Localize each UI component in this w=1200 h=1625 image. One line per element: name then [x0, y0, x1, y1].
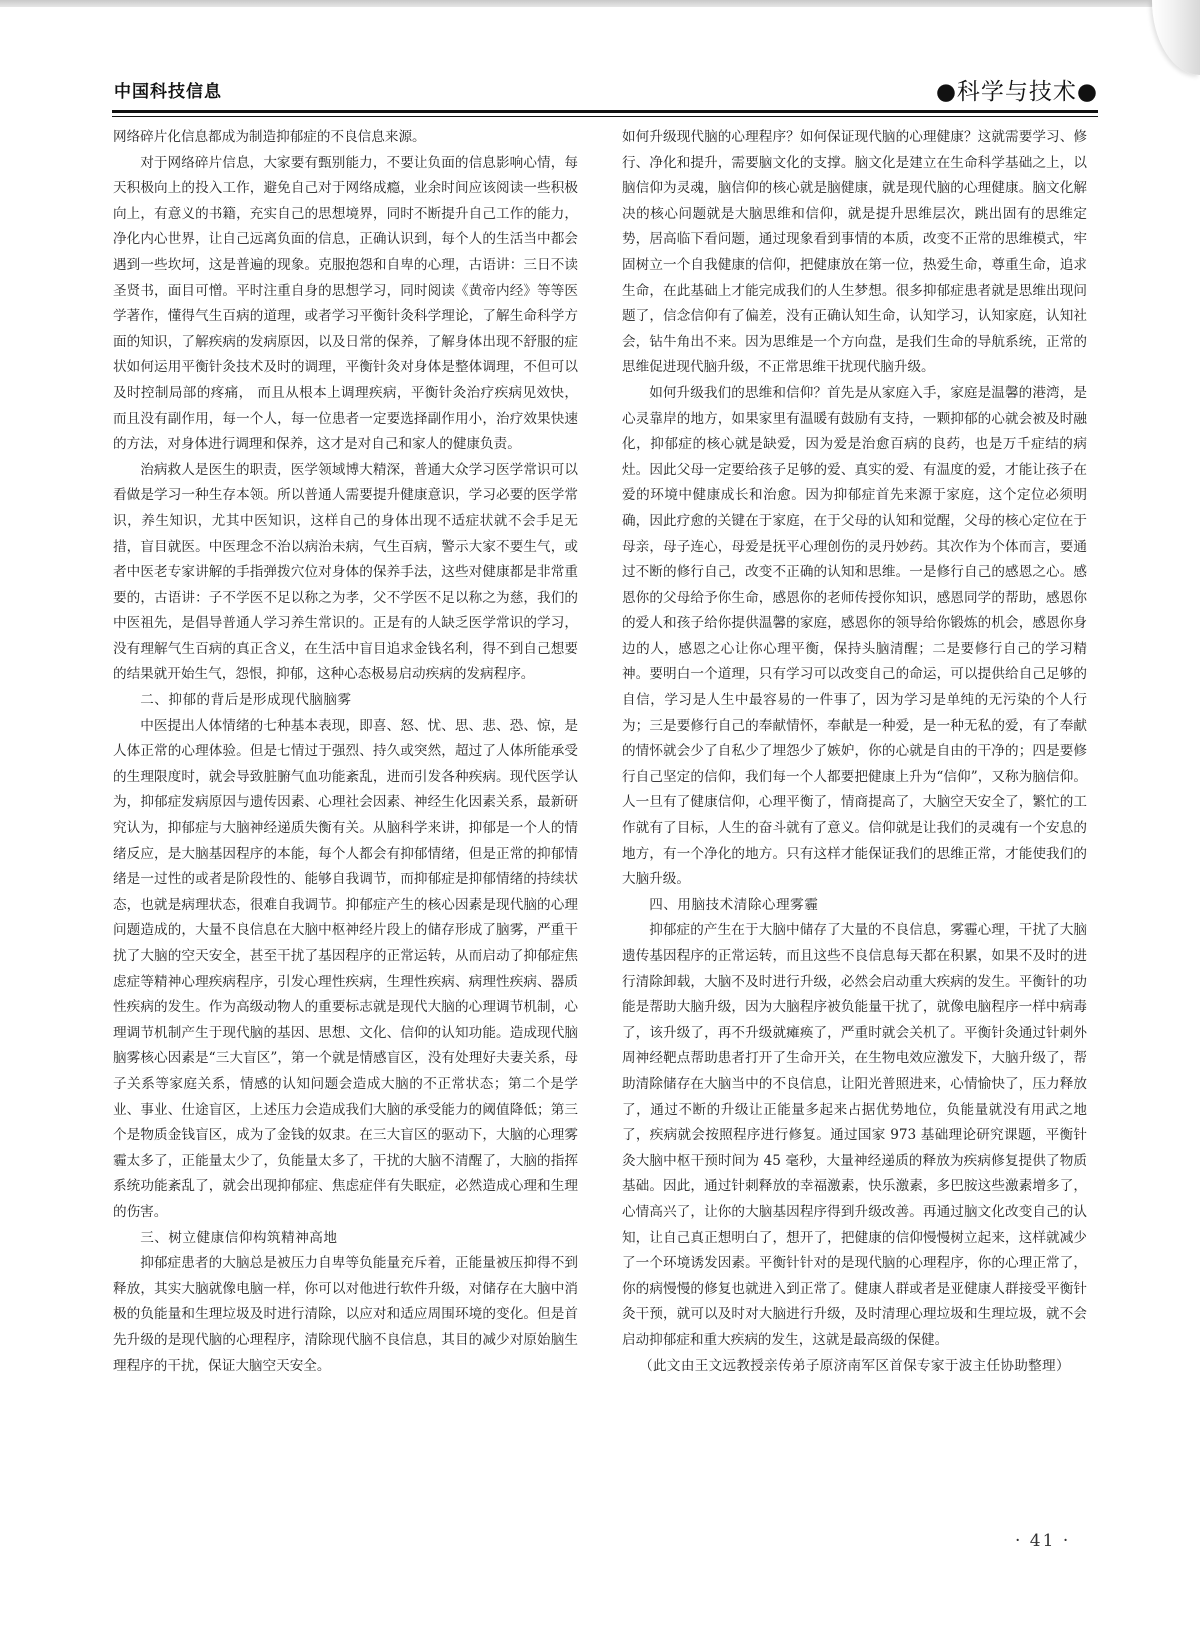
header-rule-thin: [112, 116, 1098, 117]
body-paragraph: 对于网络碎片信息，大家要有甄别能力，不要让负面的信息影响心情，每天积极向上的投入工作，避免自己对于网络成瘾，业余时间应该阅读一些积极向上，有意义的书籍，充实自己的思想境界，同时不断提升自己工作的能力，净化内心世界，让自己远离负面的信息，正确认识到，每个人的生活当中都会遇到一些坎坷，这是普遍的现象。克服抱怨和自卑的心理，古语讲：三日不读圣贤书，面目可憎。平时注重自身的思想学习，同时阅读《黄帝内经》等等医学著作，懂得气生百病的道理，或者学习平衡针灸科学理论，了解生命科学方面的知识，了解疾病的发病原因，以及日常的保养，了解身体出现不舒服的症状如何运用平衡针灸技术及时的调理，平衡针灸对身体是整体调理，不但可以及时控制局部的疼痛， 而且从根本上调理疾病，平衡针灸治疗疾病见效快，而且没有副作用，每一个人，每一位患者一定要选择副作用小，治疗效果快速的方法，对身体进行调理和保养，这才是对自己和家人的健康负责。: [113, 154, 578, 453]
right-column: [622, 125, 1087, 1379]
page-number: · 41 ·: [1015, 1531, 1071, 1551]
body-paragraph: 如何升级现代脑的心理程序？如何保证现代脑的心理健康？这就需要学习、修行、净化和提升，需要脑文化的支撑。脑文化是建立在生命科学基础之上，以脑信仰为灵魂，脑信仰的核心就是脑健康，就是现代脑的心理健康。脑文化解决的核心问题就是大脑思维和信仰，就是提升思维层次，跳出固有的思维定势，居高临下看问题，通过现象看到事情的本质，改变不正常的思维模式，牢固树立一个自我健康的信仰，把健康放在第一位，热爱生命，尊重生命，追求生命，在此基础上才能完成我们的人生梦想。很多抑郁症患者就是思维出现问题了，信念信仰有了偏差，没有正确认知生命，认知学习，认知家庭，认知社会，钻牛角出不来。因为思维是一个方向盘，是我们生命的导航系统，正常的思维促进现代脑升级，不正常思维干扰现代脑升级。: [622, 129, 1087, 376]
journal-title: 中国科技信息: [114, 82, 222, 102]
section-heading: 二、抑郁的背后是形成现代脑脑雾: [140, 692, 352, 709]
left-column: [113, 125, 578, 1379]
body-paragraph: 中医提出人体情绪的七种基本表现，即喜、怒、忧、思、悲、恐、惊，是人体正常的心理体验。但是七情过于强烈、持久或突然，超过了人体所能承受的生理限度时，就会导致脏腑气血功能紊乱，进而引发各种疾病。现代医学认为，抑郁症发病原因与遗传因素、心理社会因素、神经生化因素关系，最新研究认为，抑郁症与大脑神经递质失衡有关。从脑科学来讲，抑郁是一个人的情绪反应，是大脑基因程序的本能，每个人都会有抑郁情绪，但是正常的抑郁情绪是一过性的或者是阶段性的、能够自我调节，而抑郁症是抑郁情绪的持续状态，也就是病理状态，很难自我调节。抑郁症产生的核心因素是现代脑的心理问题造成的，大量不良信息在大脑中枢神经片段上的储存形成了脑雾，严重干扰了大脑的空天安全，甚至干扰了基因程序的正常运转，从而启动了抑郁症焦虑症等精神心理疾病程序，引发心理性疾病，生理性疾病、病理性疾病、器质性疾病的发生。作为高级动物人的重要标志就是现代大脑的心理调节机制，心理调节机制产生于现代脑的基因、思想、文化、信仰的认知功能。造成现代脑脑雾核心因素是“三大盲区”，第一个就是情感盲区，没有处理好夫妻关系，母子关系等家庭关系，情感的认知问题会造成大脑的不正常状态；第二个是学业、事业、仕途盲区，上述压力会造成我们大脑的承受能力的阈值降低；第三个是物质金钱盲区，成为了金钱的奴隶。在三大盲区的驱动下，大脑的心理雾霾太多了，正能量太少了，负能量太多了，干扰的大脑不清醒了，大脑的指挥系统功能紊乱了，就会出现抑郁症、焦虑症伴有失眠症，必然造成心理和生理的伤害。: [113, 717, 578, 1220]
section-heading: 三、树立健康信仰构筑精神高地: [140, 1229, 338, 1246]
running-header: [112, 72, 1098, 108]
body-paragraph: 抑郁症患者的大脑总是被压力自卑等负能量充斥着，正能量被压抑得不到释放，其实大脑就像电脑一样，你可以对他进行软件升级，对储存在大脑中消极的负能量和生理垃圾及时进行清除，以应对和适应周围环境的变化。但是首先升级的是现代脑的心理程序，清除现代脑不良信息，其目的减少对原始脑生理程序的干扰，保证大脑空天安全。: [113, 1255, 578, 1374]
header-rule-thick: [112, 110, 1098, 113]
body-paragraph: 如何升级我们的思维和信仰？首先是从家庭入手，家庭是温馨的港湾，是心灵靠岸的地方，如果家里有温暖有鼓励有支持，一颗抑郁的心就会被及时融化，抑郁症的核心就是缺爱，因为爱是治愈百病的良药，也是万千症结的病灶。因此父母一定要给孩子足够的爱、真实的爱、有温度的爱，才能让孩子在爱的环境中健康成长和治愈。因为抑郁症首先来源于家庭，这个定位必须明确，因此疗愈的关键在于家庭，在于父母的认知和觉醒，父母的核心定位在于母亲，母子连心，母爱是抚平心理创伤的灵丹妙药。其次作为个体而言，要通过不断的修行自己，改变不正确的认知和思维。一是修行自己的感恩之心。感恩你的父母给予你生命，感恩你的老师传授你知识，感恩同学的帮助，感恩你的爱人和孩子给你提供温馨的家庭，感恩你的领导给你锻炼的机会，感恩你身边的人，感恩之心让你心理平衡，保持头脑清醒；二是要修行自己的学习精神。要明白一个道理，只有学习可以改变自己的命运，可以提供给自己足够的自信，学习是人生中最容易的一件事了，因为学习是单纯的无污染的个人行为；三是要修行自己的奉献情怀，奉献是一种爱，是一种无私的爱，有了奉献的情怀就会少了自私少了埋怨少了嫉妒，你的心就是自由的干净的；四是要修行自己坚定的信仰，我们每一个人都要把健康上升为“信仰”，又称为脑信仰。人一旦有了健康信仰，心理平衡了，情商提高了，大脑空天安全了，繁忙的工作就有了目标，人生的奋斗就有了意义。信仰就是让我们的灵魂有一个安息的地方，有一个净化的地方。只有这样才能保证我们的思维正常，才能使我们的大脑升级。: [622, 384, 1087, 888]
section-title: ●科学与技术●: [935, 79, 1098, 105]
body-paragraph: 抑郁症的产生在于大脑中储存了大量的不良信息，雾霾心理，干扰了大脑遗传基因程序的正常运转，而且这些不良信息每天都在积累，如果不及时的进行清除卸载，大脑不及时进行升级，必然会启动重大疾病的发生。平衡针的功能是帮助大脑升级，因为大脑程序被负能量干扰了，就像电脑程序一样中病毒了，该升级了，再不升级就瘫痪了，严重时就会关机了。平衡针灸通过针刺外周神经靶点帮助患者打开了生命开关，在生物电效应激发下，大脑升级了，帮助清除储存在大脑当中的不良信息，让阳光普照进来，心情愉快了，压力释放了，通过不断的升级让正能量多起来占据优势地位，负能量就没有用武之地了，疾病就会按照程序进行修复。通过国家 973 基础理论研究课题，平衡针灸大脑中枢干预时间为 45 毫秒，大量神经递质的释放为疾病修复提供了物质基础。因此，通过针刺释放的幸福激素，快乐激素，多巴胺这些激素增多了，心情高兴了，让你的大脑基因程序得到升级改善。再通过脑文化改变自己的认知，让自己真正想明白了，想开了，把健康的信仰慢慢树立起来，这样就减少了一个环境诱发因素。平衡针针对的是现代脑的心理程序，你的心理正常了，你的病慢慢的修复也就进入到正常了。健康人群或者是亚健康人群接受平衡针灸干预，就可以及时对大脑进行升级，及时清理心理垃圾和生理垃圾，就不会启动抑郁症和重大疾病的发生，这就是最高级的保健。: [622, 922, 1087, 1348]
body-paragraph: 治病救人是医生的职责，医学领域博大精深，普通大众学习医学常识可以看做是学习一种生存本领。所以普通人需要提升健康意识，学习必要的医学常识，养生知识，尤其中医知识，这样自己的身体出现不适症状就不会手足无措，盲目就医。中医理念不治以病治未病，气生百病，警示大家不要生气，或者中医老专家讲解的手指弹拨穴位对身体的保养手法，这些对健康都是非常重要的，古语讲：子不学医不足以称之为孝，父不学医不足以称之为慈，我们的中医祖先，是倡导普通人学习养生常识的。正是有的人缺乏医学常识的学习，没有理解气生百病的真正含义，在生活中盲目追求金钱名利，得不到自己想要的结果就开始生气，怨恨，抑郁，这种心态极易启动疾病的发病程序。: [113, 461, 578, 683]
page-curl: [1152, 0, 1200, 75]
article-credit: （此文由王文远教授亲传弟子原济南军区首保专家于波主任协助整理）: [639, 1357, 1070, 1374]
body-paragraph: 网络碎片化信息都成为制造抑郁症的不良信息来源。: [113, 129, 426, 145]
section-heading: 四、用脑技术清除心理雾霾: [649, 896, 819, 913]
scan-top-edge: [0, 0, 1200, 7]
